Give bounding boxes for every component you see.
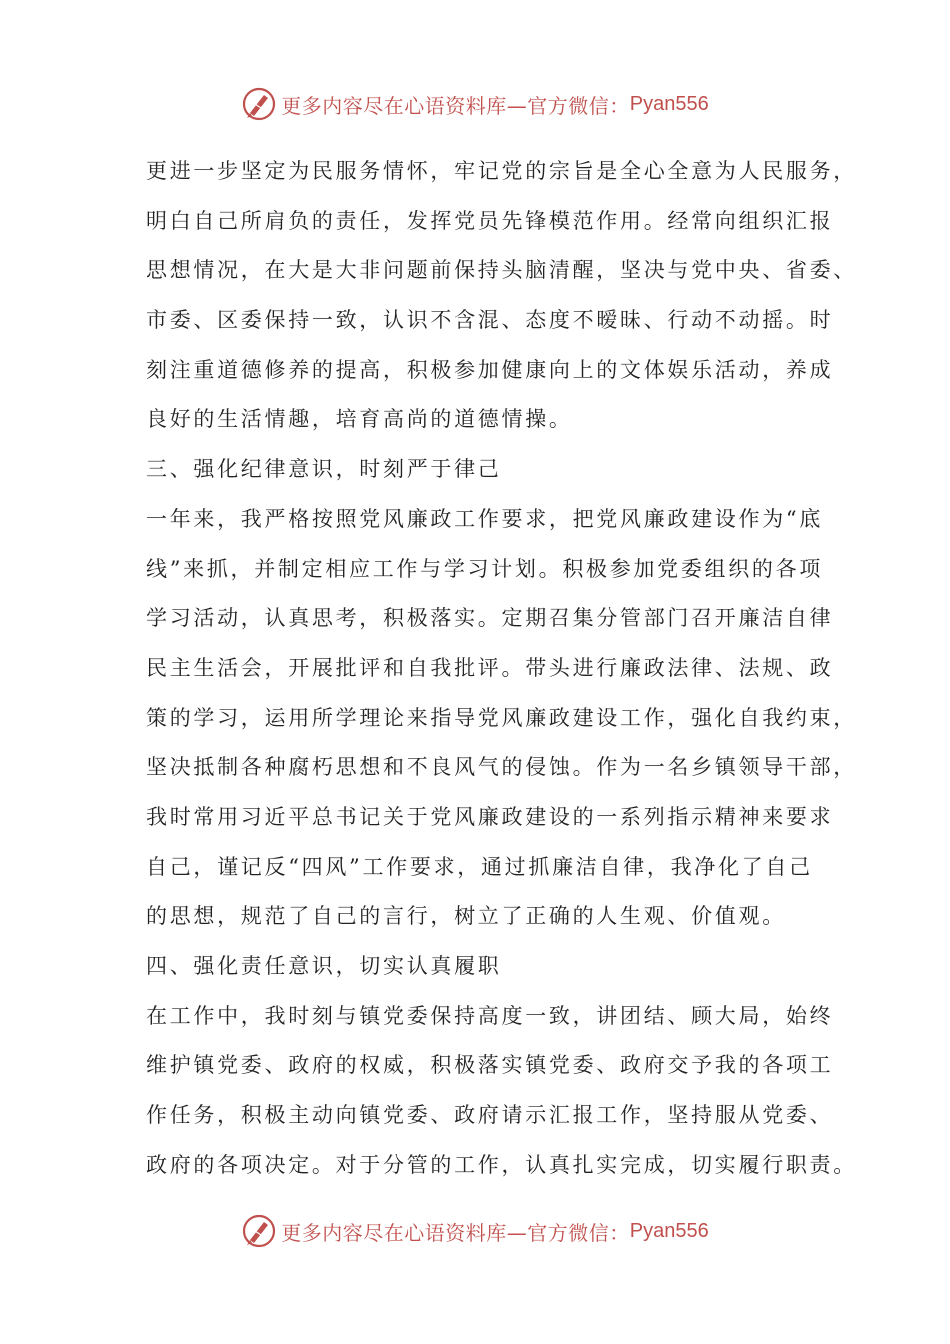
document-body (146, 147, 857, 1190)
text-line: 刻注重道德修养的提高，积极参加健康向上的文体娱乐活动，养成 (146, 357, 834, 382)
text-line: 线”来抓，并制定相应工作与学习计划。积极参加党委组织的各项 (146, 556, 824, 581)
text-line: 坚决抵制各种腐朽思想和不良风气的侵蚀。作为一名乡镇领导干部， (146, 755, 857, 780)
watermark-text: 更多内容尽在心语资料库—官方微信： (281, 93, 630, 118)
text-line: 政府的各项决定。对于分管的工作，认真扎实完成，切实履行职责。 (146, 1152, 857, 1177)
section-heading: 三、强化纪律意识，时刻严于律己 (146, 457, 502, 482)
text-line: 作任务，积极主动向镇党委、政府请示汇报工作，坚持服从党委、 (146, 1103, 834, 1128)
text-line: 自己，谨记反“四风”工作要求，通过抓廉洁自律，我净化了自己 (146, 854, 813, 879)
text-line: 明白自己所肩负的责任，发挥党员先锋模范作用。经常向组织汇报 (146, 208, 834, 233)
text-line: 的思想，规范了自己的言行，树立了正确的人生观、价值观。 (146, 904, 786, 929)
header-watermark-banner (0, 84, 950, 124)
text-line: 我时常用习近平总书记关于党风廉政建设的一系列指示精神来要求 (146, 804, 834, 829)
text-line: 策的学习，运用所学理论来指导党风廉政建设工作，强化自我约束， (146, 705, 857, 730)
pen-logo-icon (241, 1213, 277, 1249)
pen-logo-icon (241, 86, 277, 122)
text-line: 一年来，我严格按照党风廉政工作要求，把党风廉政建设作为“底 (146, 506, 824, 531)
text-line: 良好的生活情趣，培育高尚的道德情操。 (146, 407, 573, 432)
text-line: 更进一步坚定为民服务情怀，牢记党的宗旨是全心全意为人民服务， (146, 159, 857, 183)
footer-watermark-banner (0, 1211, 950, 1251)
text-line: 民主生活会，开展批评和自我批评。带头进行廉政法律、法规、政 (146, 655, 834, 680)
wechat-handle: Pyan556 (629, 92, 709, 115)
text-line: 学习活动，认真思考，积极落实。定期召集分管部门召开廉洁自律 (146, 606, 834, 631)
text-line: 思想情况，在大是大非问题前保持头脑清醒，坚决与党中央、省委、 (146, 258, 857, 283)
text-line: 在工作中，我时刻与镇党委保持高度一致，讲团结、顾大局，始终 (146, 1003, 834, 1028)
wechat-handle: Pyan556 (629, 1219, 709, 1242)
text-line: 市委、区委保持一致，认识不含混、态度不暧昧、行动不动摇。时 (146, 308, 834, 333)
text-line: 维护镇党委、政府的权威，积极落实镇党委、政府交予我的各项工 (146, 1053, 834, 1078)
watermark-text: 更多内容尽在心语资料库—官方微信： (281, 1220, 630, 1245)
section-heading: 四、强化责任意识，切实认真履职 (146, 954, 502, 978)
